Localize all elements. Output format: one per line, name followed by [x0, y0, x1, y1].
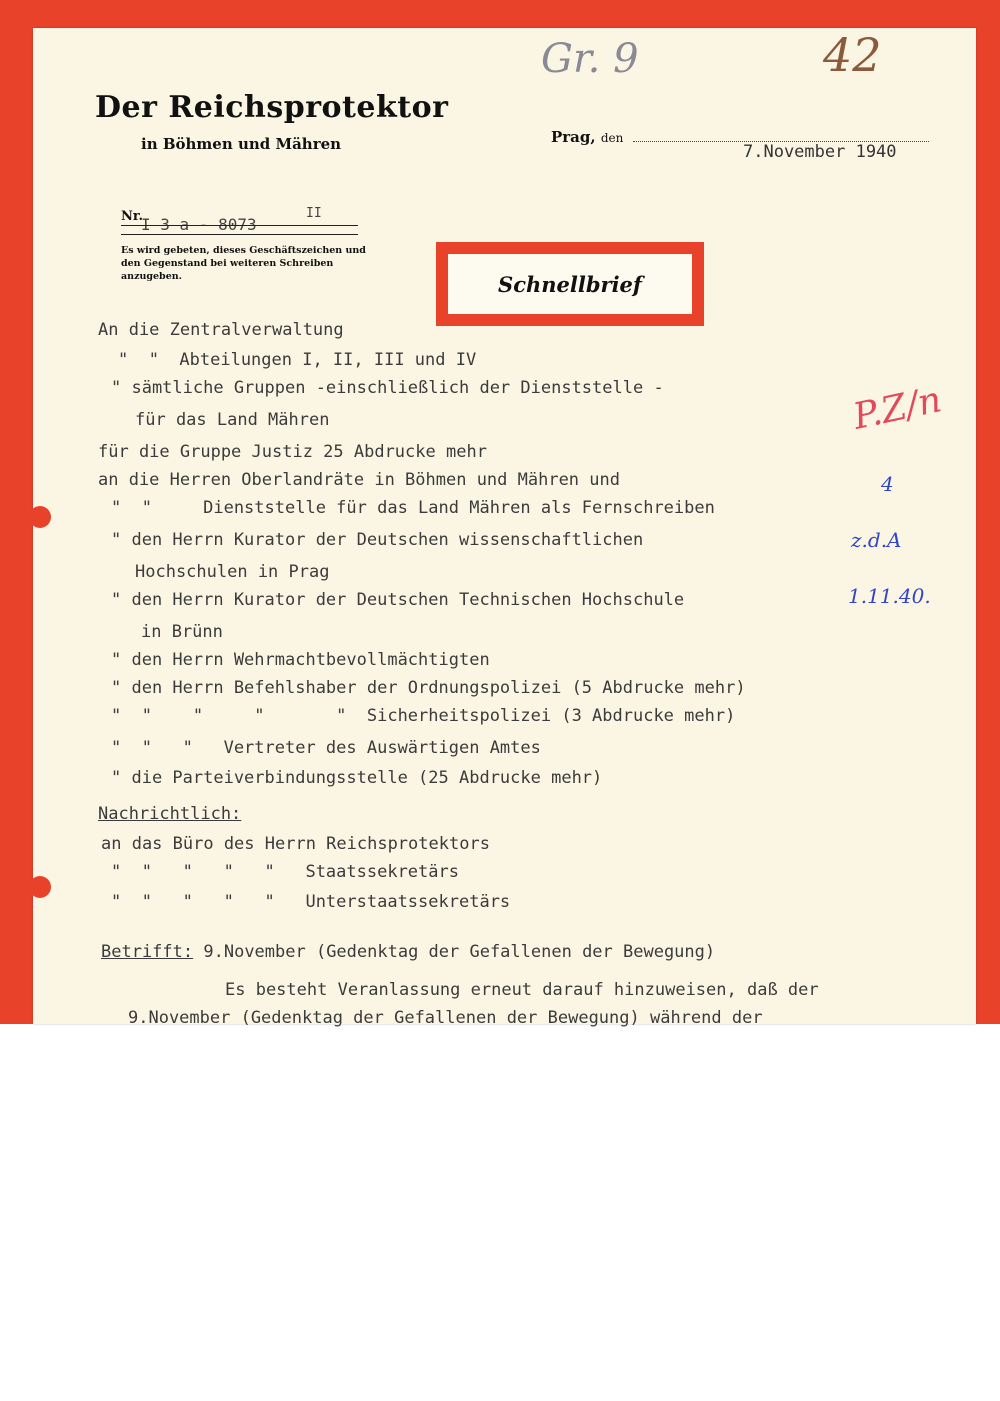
recipient-line: " den Herrn Kurator der Deutschen Technischen Hochschule	[111, 590, 685, 610]
place-label	[551, 128, 623, 146]
place-name: Prag,	[551, 128, 596, 146]
cc-line: an das Büro des Herrn Reichsprotektors	[101, 834, 490, 854]
reference-hint: Es wird gebeten, dieses Geschäftszeichen und den Gegenstand bei weiteren Schreiben anzugeben.	[121, 245, 366, 282]
recipient-line: " den Herrn Kurator der Deutschen wissenschaftlichen	[111, 530, 644, 550]
punch-hole	[29, 876, 51, 898]
body-line: Es besteht Veranlassung erneut darauf hinzuweisen, daß der	[225, 980, 819, 1000]
recipient-line: " sämtliche Gruppen -einschließlich der Dienststelle -	[111, 378, 664, 398]
reference-label: Nr.	[121, 209, 144, 224]
subject-text: 9.November (Gedenktag der Gefallenen der Bewegung)	[203, 942, 716, 962]
recipient-line: " " Abteilungen I, II, III und IV	[118, 350, 477, 370]
stamp-text: Schnellbrief	[498, 271, 642, 297]
handwritten-red-initials: P.Z/n	[849, 379, 945, 438]
recipient-line: An die Zentralverwaltung	[98, 320, 344, 340]
letter-date: 7.November 1940	[743, 142, 897, 162]
recipient-line: für die Gruppe Justiz 25 Abdrucke mehr	[98, 442, 487, 462]
reference-underline	[121, 234, 358, 235]
stamp-inner	[448, 254, 692, 314]
subject-line	[101, 942, 715, 962]
schnellbrief-stamp	[436, 242, 704, 326]
recipient-line: " den Herrn Befehlshaber der Ordnungspolizei (5 Abdrucke mehr)	[111, 678, 746, 698]
reference-suffix: II	[306, 206, 322, 221]
recipient-line: " die Parteiverbindungsstelle (25 Abdrucke mehr)	[111, 768, 603, 788]
handwritten-blue-date: 1.11.40.	[848, 584, 931, 608]
document-page	[33, 28, 976, 1028]
handwritten-top-mark: Gr. 9	[541, 36, 639, 82]
recipient-line: " " Dienststelle für das Land Mähren als Fernschreiben	[111, 498, 715, 518]
handwritten-folio-number: 42	[823, 28, 882, 82]
subject-label: Betrifft:	[101, 942, 194, 962]
punch-hole	[29, 506, 51, 528]
recipient-line: Hochschulen in Prag	[135, 562, 330, 582]
body-line: 9.November (Gedenktag der Gefallenen der Bewegung) während der	[128, 1008, 763, 1028]
cc-label: Nachrichtlich:	[98, 804, 242, 824]
handwritten-blue-mark: z.d.A	[851, 528, 902, 552]
recipient-line: für das Land Mähren	[135, 410, 330, 430]
reference-number: I 3 a - 8073	[141, 215, 257, 234]
recipient-line: " " " " " Sicherheitspolizei (3 Abdrucke mehr)	[111, 706, 736, 726]
handwritten-blue-mark: 4	[881, 472, 894, 496]
recipient-line: an die Herren Oberlandräte in Böhmen und Mähren und	[98, 470, 620, 490]
recipient-line: in Brünn	[141, 622, 223, 642]
cc-line: " " " " " Unterstaatssekretärs	[111, 892, 511, 912]
reference-strike-line	[121, 225, 358, 226]
den-label: den	[600, 131, 624, 145]
letterhead-subtitle: in Böhmen und Mähren	[141, 135, 342, 153]
recipient-line: " den Herrn Wehrmachtbevollmächtigten	[111, 650, 490, 670]
recipient-line: " " " Vertreter des Auswärtigen Amtes	[111, 738, 541, 758]
cc-line: " " " " " Staatssekretärs	[111, 862, 459, 882]
letterhead-title: Der Reichsprotektor	[95, 90, 449, 125]
